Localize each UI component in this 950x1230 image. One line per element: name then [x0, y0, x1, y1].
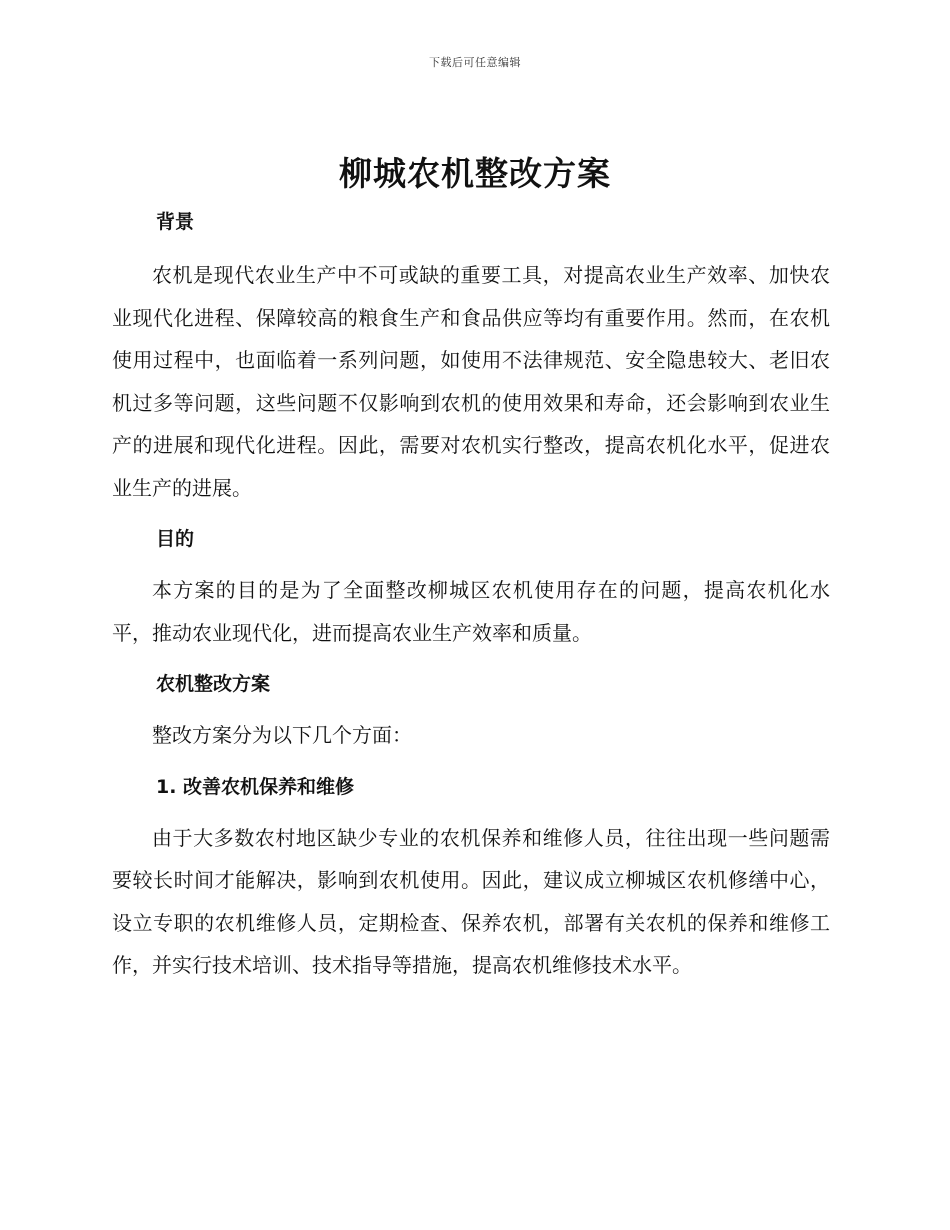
section-heading-item1: 1. 改善农机保养和维修 — [156, 775, 355, 798]
section-heading-purpose: 目的 — [156, 528, 195, 550]
section-heading-plan: 农机整改方案 — [156, 673, 271, 695]
section-text-background: 农机是现代农业生产中不可或缺的重要工具，对提高农业生产效率、加快农业现代化进程、保障较高的粮食生产和食品供应等均有重要作用。然而，在农机使用过程中，也面临着一系列问题，如使用不法律规范、安全隐患较大、老旧农机过多等问题，这些问题不仅影响到农机的使用效果和寿命，还会影响到农业生产的进展和现代化进程。因此，需要对农机实行整改，提高农机化水平，促进农业生产的进展。 — [112, 263, 830, 500]
section-text-purpose: 本方案的目的是为了全面整改柳城区农机使用存在的问题，提高农机化水平，推动农业现代化，进而提高农业生产效率和质量。 — [112, 578, 830, 645]
section-heading-background: 背景 — [156, 211, 195, 233]
document-title: 柳城农机整改方案 — [339, 154, 611, 193]
section-text-plan: 整改方案分为以下几个方面： — [152, 723, 412, 747]
header-note: 下载后可任意编辑 — [429, 56, 521, 69]
document-body — [112, 202, 830, 987]
section-text-item1: 由于大多数农村地区缺少专业的农机保养和维修人员，往往出现一些问题需要较长时间才能解决，影响到农机使用。因此，建议成立柳城区农机修缮中心，设立专职的农机维修人员，定期检查、保养农机，部署有关农机的保养和维修工作，并实行技术培训、技术指导等措施，提高农机维修技术水平。 — [112, 825, 830, 977]
